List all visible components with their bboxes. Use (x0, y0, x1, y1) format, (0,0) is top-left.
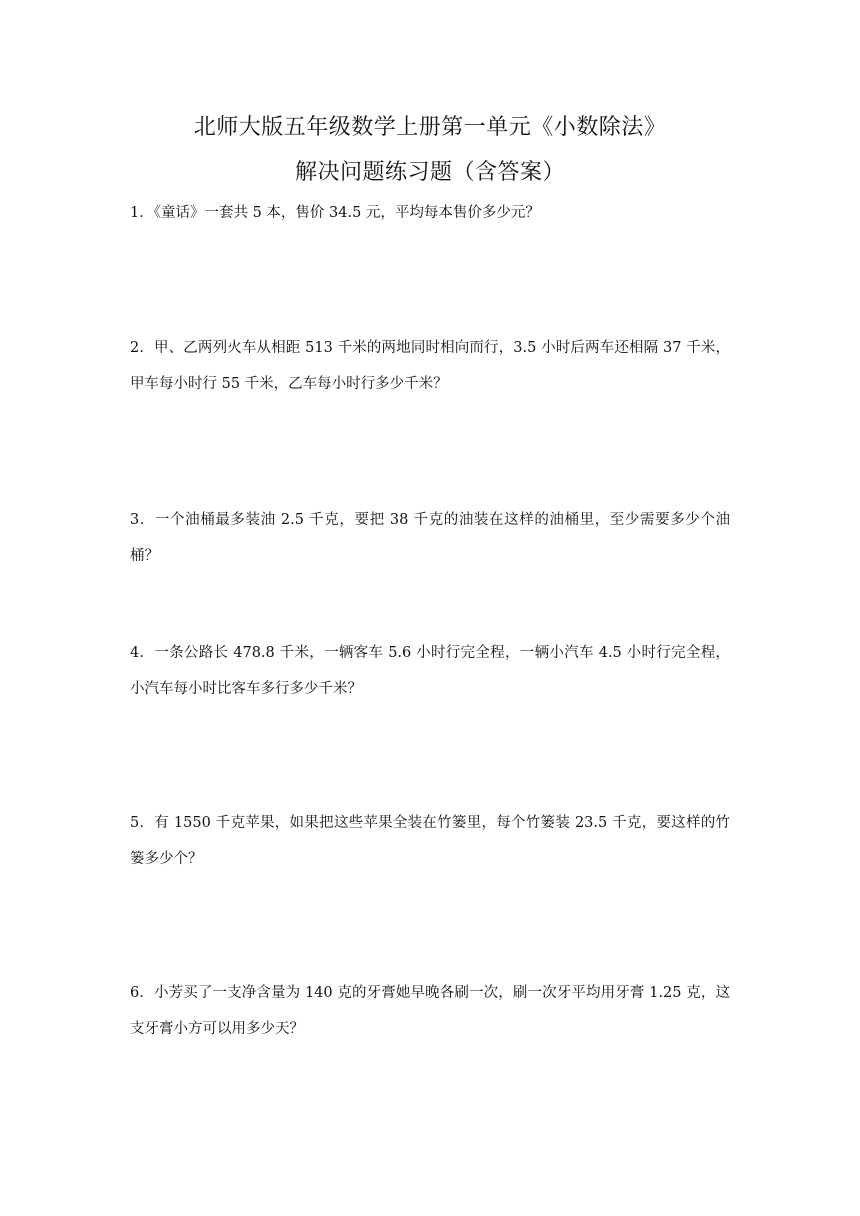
document-title: 北师大版五年级数学上册第一单元《小数除法》 (193, 115, 667, 140)
document-subtitle: 解决问题练习题（含答案） (294, 160, 565, 185)
problem-6: 6．小芳买了一支净含量为 140 克的牙膏她早晚各刷一次，刷一次牙平均用牙膏 1.25 克，这支牙膏小方可以用多少天？ (130, 985, 730, 1037)
problem-4: 4．一条公路长 478.8 千米，一辆客车 5.6 小时行完全程，一辆小汽车 4.5 小时行完全程，小汽车每小时比客车多行多少千米？ (130, 645, 730, 697)
problem-3: 3．一个油桶最多装油 2.5 千克，要把 38 千克的油装在这样的油桶里，至少需要多少个油桶？ (130, 512, 730, 564)
problem-5: 5．有 1550 千克苹果，如果把这些苹果全装在竹篓里，每个竹篓装 23.5 千克，要这样的竹篓多少个？ (130, 815, 730, 867)
problem-2: 2．甲、乙两列火车从相距 513 千米的两地同时相向而行，3.5 小时后两车还相隔 37 千米，甲车每小时行 55 千米，乙车每小时行多少千米？ (130, 340, 730, 392)
problem-1: 1．《童话》一套共 5 本，售价 34.5 元，平均每本售价多少元？ (130, 205, 540, 221)
